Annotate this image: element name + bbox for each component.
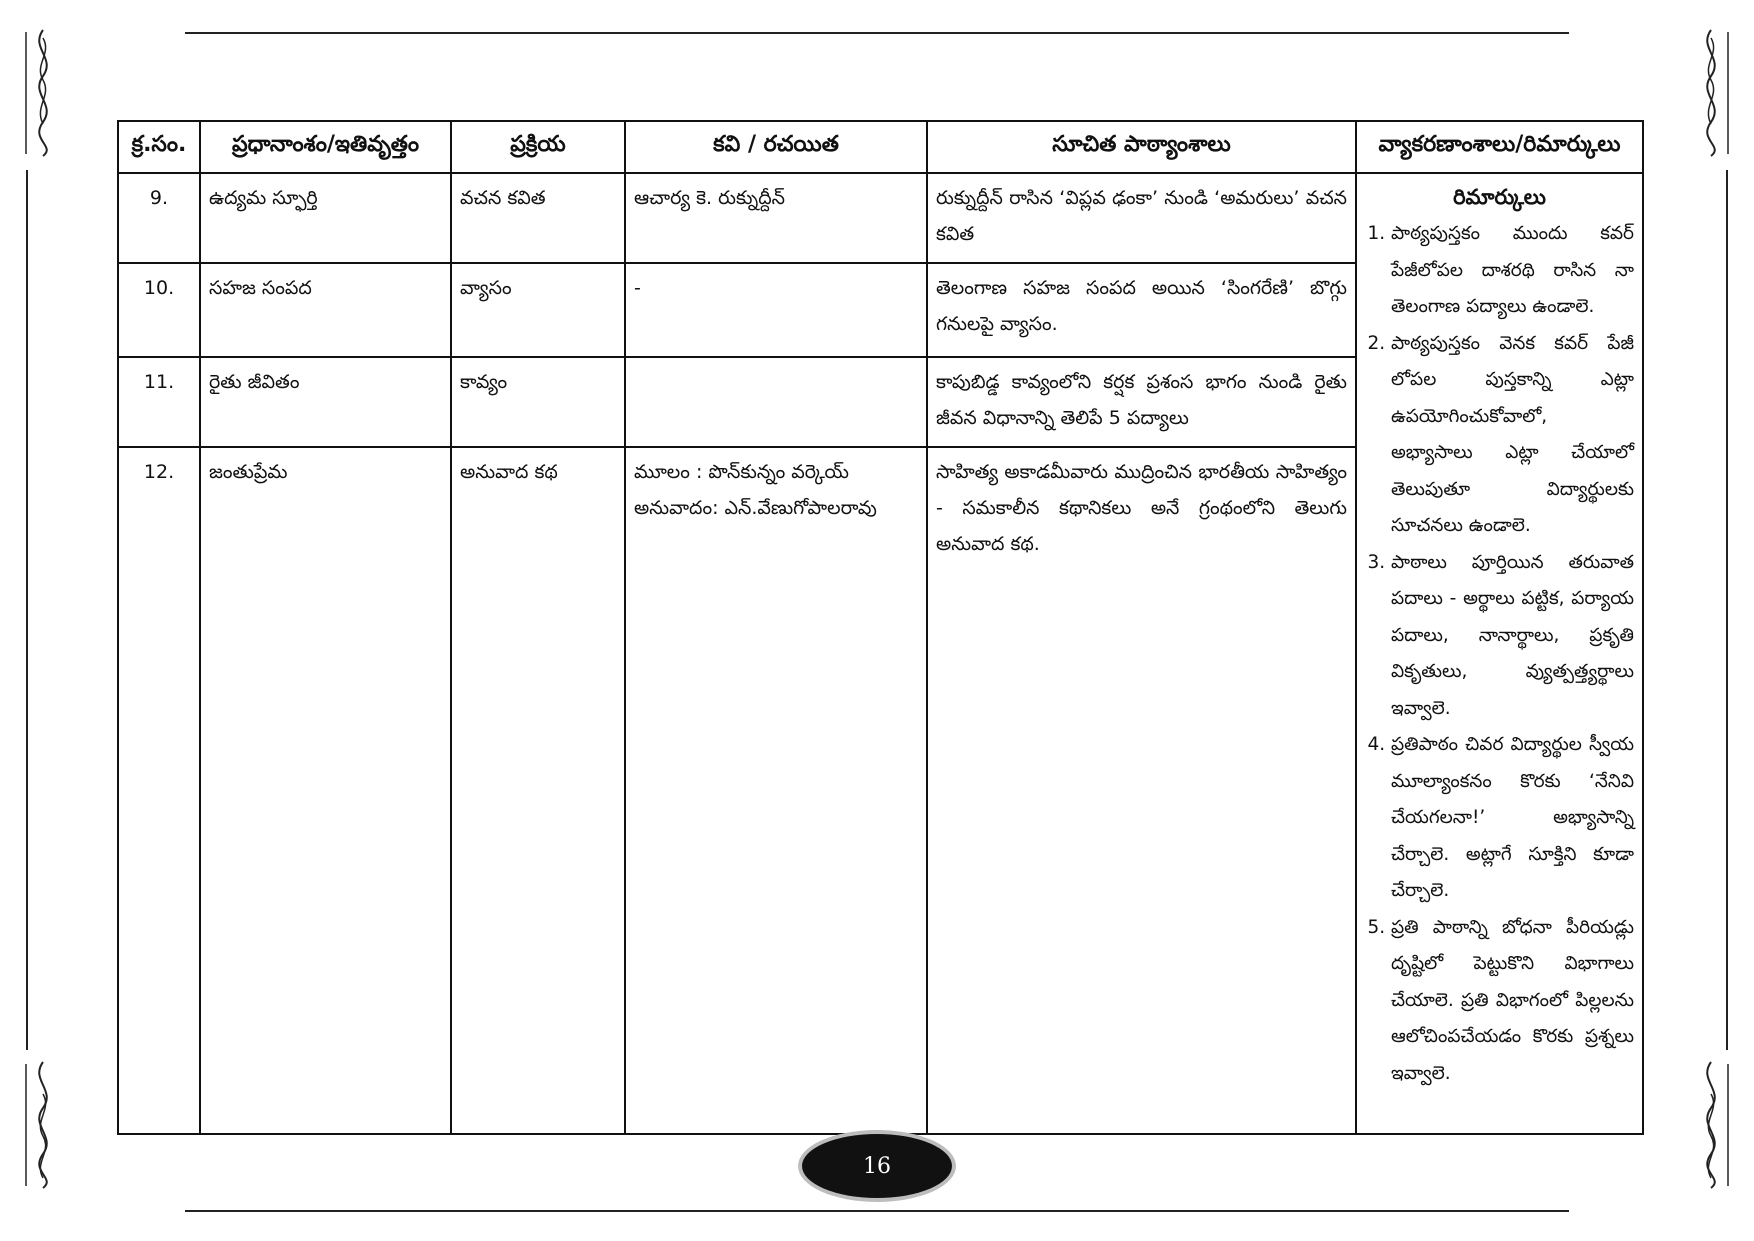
cell-serial-no: 12.	[118, 447, 200, 1134]
remarks-item: 4. ప్రతిపాఠం చివర విద్యార్థుల స్వీయ మూల్యాంకనం కొరకు ‘నేనివి చేయగలనా!’ అభ్యాసాన్ని చేర్చాలె. అట్లాగే సూక్తిని కూడా చేర్చాలె.	[1391, 727, 1634, 910]
cell-theme: ఉద్యమ స్ఫూర్తి	[200, 173, 451, 263]
cell-author	[625, 447, 927, 1134]
remarks-title: రిమార్కులు	[1453, 185, 1546, 209]
page-number-badge	[802, 1134, 952, 1198]
cell-theme: జంతుప్రేమ	[200, 447, 451, 1134]
ornament-top-right	[1690, 28, 1732, 158]
border-left-line	[26, 170, 28, 1050]
remarks-cell	[1356, 173, 1643, 1134]
cell-serial-no: 11.	[118, 357, 200, 447]
cell-author: -	[625, 263, 927, 357]
cell-serial-no: 9.	[118, 173, 200, 263]
cell-suggested-lesson: తెలంగాణ సహజ సంపద అయిన ‘సింగరేణి’ బొగ్గు గనులపై వ్యాసం.	[927, 263, 1356, 357]
ornament-bottom-left	[22, 1060, 64, 1190]
cell-genre: కావ్యం	[451, 357, 625, 447]
remarks-item: 5. ప్రతి పాఠాన్ని బోధనా పీరియడ్లు దృష్టిలో పెట్టుకొని విభాగాలు చేయాలె. ప్రతి విభాగంలో పిల్లలను ఆలోచింపచేయడం కొరకు ప్రశ్నలు ఇవ్వాలె.	[1391, 910, 1634, 1093]
header-suggested-lessons: సూచిత పాఠ్యాంశాలు	[927, 121, 1356, 173]
cell-genre: వచన కవిత	[451, 173, 625, 263]
cell-suggested-lesson: కాపుబిడ్డ కావ్యంలోని కర్షక ప్రశంస భాగం నుండి రైతు జీవన విధానాన్ని తెలిపే 5 పద్యాలు	[927, 357, 1356, 447]
cell-serial-no: 10.	[118, 263, 200, 357]
header-genre: ప్రక్రియ	[451, 121, 625, 173]
table-header-row	[118, 121, 1643, 173]
border-bottom-line	[185, 1210, 1569, 1212]
cell-theme: రైతు జీవితం	[200, 357, 451, 447]
remarks-item: 1. పాఠ్యపుస్తకం ముందు కవర్ పేజీలోపల దాశరథి రాసిన నా తెలంగాణ పద్యాలు ఉండాలె.	[1391, 216, 1634, 326]
border-top-line	[185, 32, 1569, 34]
cell-author	[625, 357, 927, 447]
cell-genre: అనువాద కథ	[451, 447, 625, 1134]
header-theme: ప్రధానాంశం/ఇతివృత్తం	[200, 121, 451, 173]
ornament-top-left	[22, 28, 64, 158]
table-row	[118, 173, 1643, 263]
cell-theme: సహజ సంపద	[200, 263, 451, 357]
author-original: మూలం : పొన్‌కున్నం వర్కెయ్	[634, 461, 849, 483]
header-serial-no: క్ర.సం.	[118, 121, 200, 173]
header-grammar-remarks: వ్యాకరణాంశాలు/రిమార్కులు	[1356, 121, 1643, 173]
header-author: కవి / రచయిత	[625, 121, 927, 173]
cell-suggested-lesson: రుక్నుద్దీన్ రాసిన ‘విప్లవ ఢంకా’ నుండి ‘అమరులు’ వచన కవిత	[927, 173, 1356, 263]
ornament-bottom-right	[1690, 1060, 1732, 1190]
author-translator: అనువాదం: ఎన్.వేణుగోపాలరావు	[634, 497, 877, 519]
remarks-item: 3. పాఠాలు పూర్తియిన తరువాత పదాలు - అర్థాలు పట్టిక, పర్యాయ పదాలు, నానార్థాలు, ప్రకృతి వికృతులు, వ్యుత్పత్త్యర్థాలు ఇవ్వాలె.	[1391, 545, 1634, 728]
syllabus-table	[117, 120, 1644, 1135]
border-right-line	[1726, 170, 1728, 1050]
cell-suggested-lesson: సాహిత్య అకాడమీవారు ముద్రించిన భారతీయ సాహిత్యం - సమకాలీన కథానికలు అనే గ్రంథంలోని తెలుగు అనువాద కథ.	[927, 447, 1356, 1134]
page-number: 16	[863, 1153, 891, 1179]
remarks-list	[1365, 216, 1634, 1092]
remarks-item: 2. పాఠ్యపుస్తకం వెనక కవర్ పేజీ లోపల పుస్తకాన్ని ఎట్లా ఉపయోగించుకోవాలో, అభ్యాసాలు ఎట్లా చేయాలో తెలుపుతూ విద్యార్థులకు సూచనలు ఉండాలె.	[1391, 326, 1634, 545]
cell-author: ఆచార్య కె. రుక్నుద్దీన్	[625, 173, 927, 263]
cell-genre: వ్యాసం	[451, 263, 625, 357]
